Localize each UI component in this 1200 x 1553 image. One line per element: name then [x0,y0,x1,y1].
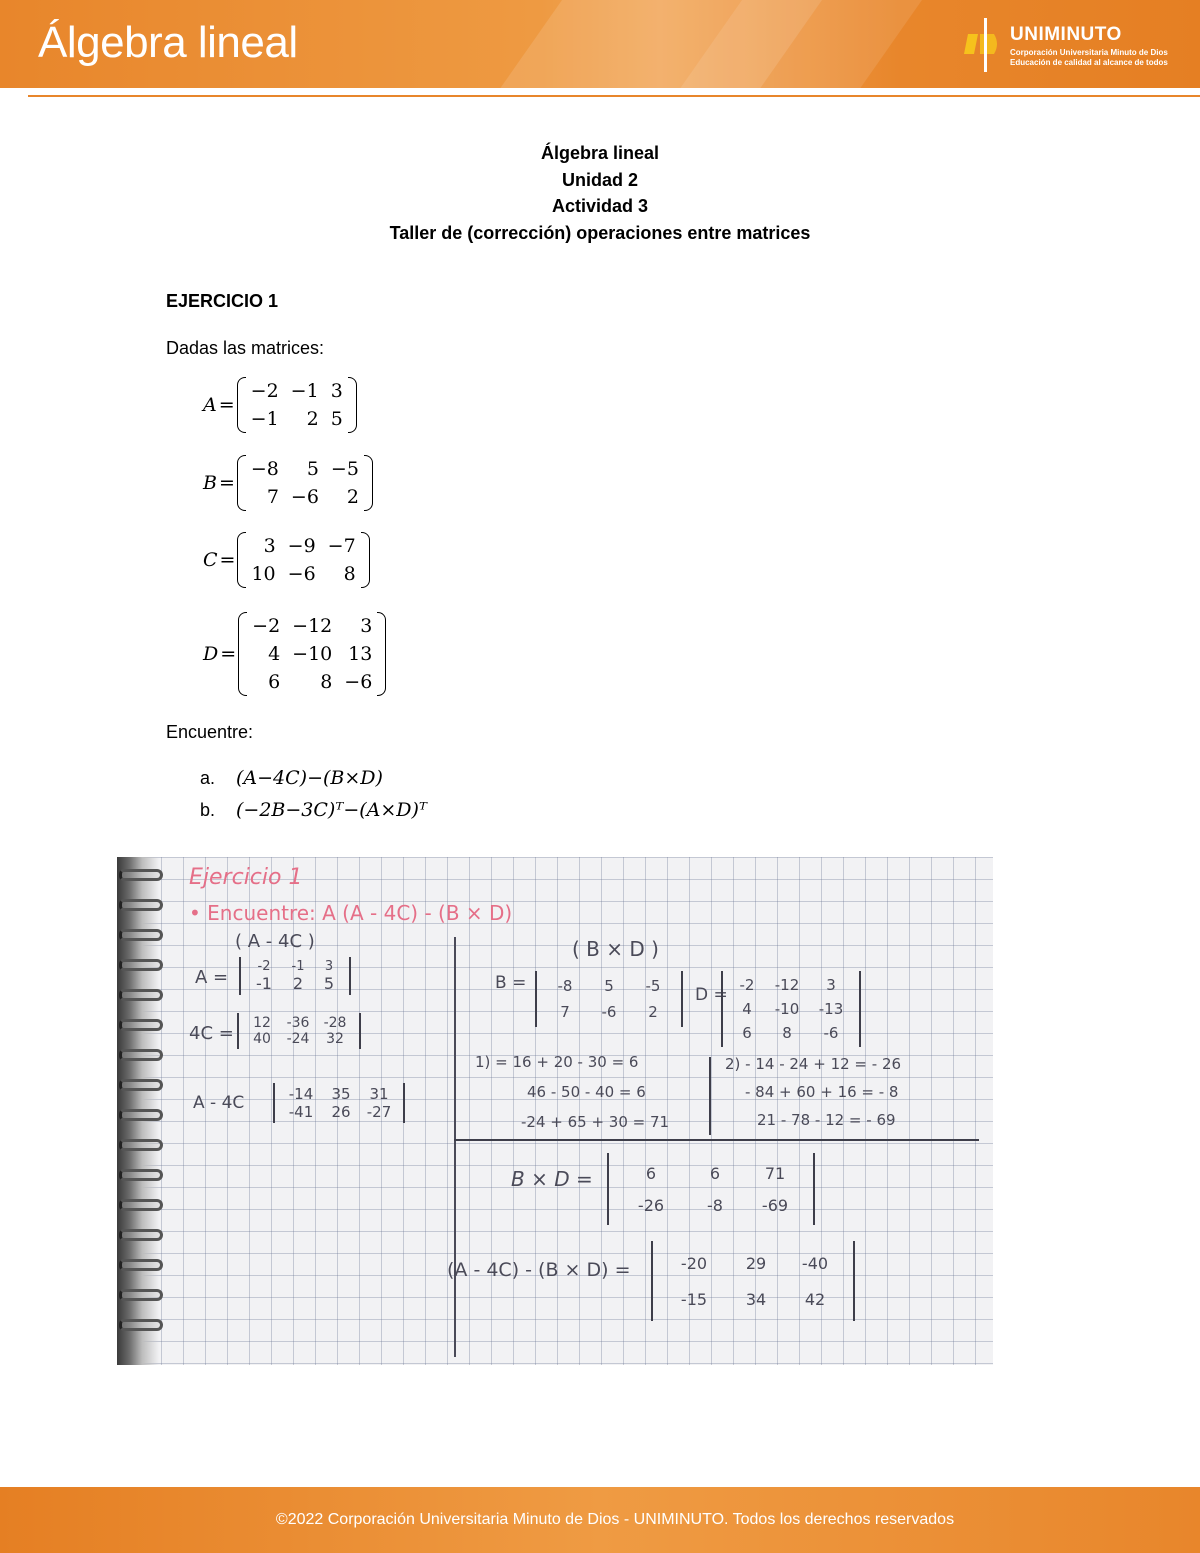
matrix-cell: 71 [764,1163,786,1183]
matrix-cell: −6 [290,486,319,508]
divider-line [454,1139,979,1141]
matrix-cell: -27 [366,1103,392,1121]
handwritten-matrix-b [535,971,683,1027]
matrix-cell: 34 [745,1289,767,1309]
exercise-intro: Dadas las matrices: [166,338,325,358]
handwritten-calc-1: -24 + 65 + 30 = 71 [521,1113,670,1131]
matrix-name: B [203,472,217,494]
matrix-cell: 40 [253,1031,271,1047]
matrix-cell: 2 [306,408,319,430]
matrix-cell: 32 [326,1031,344,1047]
handwritten-matrix-4c [237,1013,361,1049]
matrix-cell: 31 [369,1085,389,1103]
item-letter: a. [200,767,216,788]
matrix-cell: 8 [320,671,333,693]
handwritten-matrix-a-4c [273,1083,405,1123]
matrix-cell: −9 [287,535,316,557]
matrix-cell: -14 [288,1085,314,1103]
matrix-cell: -2 [739,976,755,994]
logo-icon [964,30,1000,58]
footer-copyright: ©2022 Corporación Universitaria Minuto de Dios - UNIMINUTO. Todos los derechos reservados [275,1511,955,1528]
spiral-ring [119,869,163,881]
matrix-cell: −6 [344,671,373,693]
spiral-ring [119,959,163,971]
title-line-1: Álgebra lineal [540,143,660,163]
list-item [200,762,427,794]
matrix-cell: -12 [774,976,800,994]
matrix-cell: 5 [330,408,343,430]
title-line-2: Unidad 2 [561,169,638,190]
matrix-cell: −2 [250,380,279,402]
matrix-cell: 3 [263,535,276,557]
spiral-ring [119,929,163,941]
matrix-cell: 6 [742,1024,752,1042]
uniminuto-logo [960,18,1170,74]
matrix-cell: 6 [268,671,281,693]
document-titles [0,140,1200,246]
matrix-cell: 3 [826,976,836,994]
spiral-ring [119,1079,163,1091]
matrix-cell: 42 [804,1289,826,1309]
matrix-cell: −1 [250,408,279,430]
divider-line [454,937,456,1357]
spiral-ring [119,1289,163,1301]
matrix-cell: -2 [257,959,271,974]
spiral-ring [119,1259,163,1271]
divider-line [709,1057,711,1135]
spiral-ring [119,1319,163,1331]
spiral-ring [119,1139,163,1151]
page-header [0,0,1200,88]
matrix-d: D = −2 −12 3 4 −10 13 6 8 −6 [203,612,386,696]
matrix-cell: -13 [818,1000,844,1018]
handwritten-b-label: B = [495,973,527,993]
matrix-cell: -26 [637,1195,665,1215]
spiral-ring [119,1049,163,1061]
spiral-ring [119,1229,163,1241]
spiral-ring [119,1019,163,1031]
title-line-3: Actividad 3 [551,196,649,216]
item-expression: (A−4C)−(B×D) [236,767,383,789]
handwritten-calc-1: 46 - 50 - 40 = 6 [527,1083,646,1101]
matrix-cell: 10 [251,563,276,585]
matrix-cell: 6 [645,1163,657,1183]
matrix-cell: 5 [306,458,319,480]
handwritten-d-label: D = [695,985,728,1005]
find-items [200,762,427,826]
handwritten-matrix-d [721,971,861,1047]
header-title: Álgebra lineal [38,18,298,67]
logo-tagline: Educación de calidad al alcance de todos [1010,58,1168,67]
matrix-cell: 29 [745,1253,767,1273]
matrix-cell: 8 [782,1024,792,1042]
handwritten-result-label: (A - 4C) - (B × D) = [447,1259,631,1281]
logo-divider [984,18,987,72]
title-line-4: Taller de (corrección) operaciones entre matrices [389,222,811,243]
matrix-name: C [203,549,218,571]
handwritten-matrix-a [239,957,351,995]
matrix-cell: −7 [327,535,356,557]
handwritten-title: Ejercicio 1 [189,865,303,890]
matrix-cell: 6 [709,1163,721,1183]
handwritten-matrix-bxd [607,1153,815,1225]
matrix-cell: -1 [256,974,272,993]
matrix-cell: -28 [323,1015,347,1031]
handwritten-a-4c-label: A - 4C [193,1093,245,1113]
matrix-name: D [203,643,219,665]
matrix-cell: 8 [343,563,356,585]
page-footer [0,1487,1200,1553]
find-label: Encuentre: [166,722,254,742]
item-letter: b. [200,799,216,820]
spiral-ring [119,1199,163,1211]
logo-name: UNIMINUTO [1010,24,1122,45]
matrix-cell: -20 [680,1253,708,1273]
matrix-c: C = 3 −9 −7 10 −6 8 [203,532,370,588]
matrix-a: A = −2 −1 3 −1 2 5 [203,377,357,433]
handwritten-bxd-label: B × D = [511,1167,593,1191]
spiral-ring [119,1109,163,1121]
matrix-cell: -6 [601,1003,617,1021]
handwritten-calc-1: 1) = 16 + 20 - 30 = 6 [475,1053,639,1071]
matrix-cell: -24 [286,1031,310,1047]
matrix-cell: −8 [250,458,279,480]
header-rule [28,95,1200,97]
matrix-cell: -8 [707,1195,723,1215]
notebook-photo [117,857,993,1365]
matrix-cell: -6 [823,1024,839,1042]
matrix-cell: 3 [360,615,373,637]
matrix-cell: −6 [287,563,316,585]
matrix-cell: -40 [801,1253,829,1273]
matrix-cell: 7 [560,1003,570,1021]
matrix-cell: −1 [290,380,319,402]
matrix-cell: 2 [346,486,359,508]
matrix-cell: −2 [252,615,281,637]
handwritten-right-heading: ( B × D ) [572,937,659,961]
handwritten-a-label: A = [195,967,229,988]
matrix-cell: 3 [324,959,334,974]
handwritten-calc-2: - 84 + 60 + 16 = - 8 [745,1083,899,1101]
matrix-cell: -1 [291,959,305,974]
matrix-cell: 35 [331,1085,351,1103]
list-item [200,794,427,826]
spiral-ring [119,989,163,1001]
matrix-cell: −12 [292,615,333,637]
spiral-ring [119,1169,163,1181]
matrix-cell: 4 [268,643,281,665]
matrix-cell: 3 [330,380,343,402]
handwritten-find: • Encuentre: A (A - 4C) - (B × D) [189,901,513,925]
matrix-cell: -15 [680,1289,708,1309]
matrix-cell: 26 [331,1103,351,1121]
matrix-cell: -5 [645,977,661,995]
handwritten-calc-2: 2) - 14 - 24 + 12 = - 26 [725,1055,902,1073]
matrix-cell: -41 [288,1103,314,1121]
logo-subtitle: Corporación Universitaria Minuto de Dios [1010,48,1168,57]
handwritten-4c-label: 4C = [189,1023,234,1044]
matrix-cell: -10 [774,1000,800,1018]
item-expression: (−2B−3C)ᵀ−(A×D)ᵀ [236,799,427,821]
matrix-cell: −5 [330,458,359,480]
matrix-cell: -8 [557,977,573,995]
matrix-cell: -36 [286,1015,310,1031]
matrix-cell: -69 [761,1195,789,1215]
exercise-heading: EJERCICIO 1 [166,291,279,311]
matrix-cell: 12 [253,1015,271,1031]
handwritten-matrix-result [651,1241,855,1321]
handwritten-calc-2: 21 - 78 - 12 = - 69 [757,1111,896,1129]
matrix-cell: 2 [648,1003,658,1021]
handwritten-left-heading: ( A - 4C ) [235,931,315,952]
matrix-name: A [203,394,217,416]
matrix-cell: 2 [292,974,304,993]
matrix-b: B = −8 5 −5 7 −6 2 [203,455,373,511]
matrix-cell: 5 [323,974,335,993]
matrix-cell: 5 [604,977,614,995]
matrix-cell: 4 [742,1000,752,1018]
matrix-cell: −10 [292,643,333,665]
spiral-ring [119,899,163,911]
matrix-cell: 7 [266,486,279,508]
matrix-cell: 13 [348,643,373,665]
